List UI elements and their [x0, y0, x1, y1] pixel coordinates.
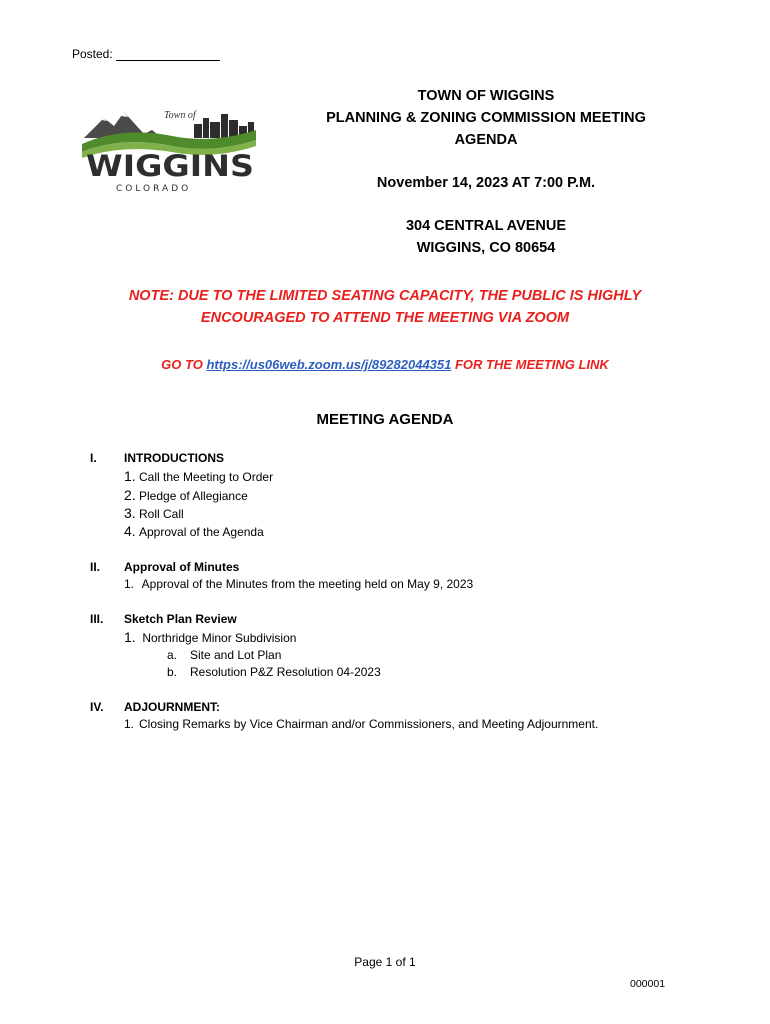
- zoom-link[interactable]: https://us06web.zoom.us/j/89282044351: [206, 357, 452, 372]
- sub-item-letter: b.: [167, 665, 178, 679]
- item-number: 1.: [124, 468, 136, 484]
- item-number: 1.: [124, 717, 135, 731]
- address-line-1: 304 CENTRAL AVENUE: [405, 218, 567, 234]
- section-numeral: II.: [90, 560, 101, 574]
- posted-label: Posted:: [72, 47, 113, 61]
- item-text: Closing Remarks by Vice Chairman and/or Commissioners, and Meeting Adjournment.: [139, 717, 599, 731]
- agenda-heading: MEETING AGENDA: [316, 411, 454, 428]
- logo-state: COLORADO: [116, 184, 192, 194]
- section-title: Sketch Plan Review: [124, 612, 237, 626]
- seating-note: [100, 285, 670, 329]
- section-numeral: IV.: [90, 700, 104, 714]
- title-line-1: TOWN OF WIGGINS: [417, 88, 555, 104]
- posted-blank: [116, 48, 220, 61]
- note-line-1: NOTE: DUE TO THE LIMITED SEATING CAPACITY, THE PUBLIC IS HIGHLY: [128, 288, 642, 304]
- item-text: Call the Meeting to Order: [139, 470, 274, 484]
- zoom-instructions: [100, 357, 670, 372]
- title-line-3: AGENDA: [454, 132, 518, 148]
- item-number: 3.: [124, 505, 136, 521]
- title-line-2: PLANNING & ZONING COMMISSION MEETING: [326, 110, 646, 126]
- item-text: Pledge of Allegiance: [139, 489, 248, 503]
- goto-prefix: GO TO: [161, 357, 207, 372]
- note-line-2: ENCOURAGED TO ATTEND THE MEETING VIA ZOOM: [200, 310, 570, 326]
- sub-item: [167, 665, 381, 679]
- item-text: Roll Call: [139, 507, 184, 521]
- item-number: 1.: [124, 629, 136, 645]
- logo-graphic: [82, 100, 262, 195]
- list-item: [124, 487, 248, 503]
- item-text: Northridge Minor Subdivision: [142, 631, 297, 645]
- address-line-2: WIGGINS, CO 80654: [416, 240, 556, 256]
- logo-name: WIGGINS: [86, 149, 255, 183]
- sub-item-text: Resolution P&Z Resolution 04-2023: [190, 665, 381, 679]
- list-item: [124, 505, 184, 521]
- section-title: Approval of Minutes: [124, 560, 240, 574]
- item-number: 1.: [124, 577, 135, 591]
- posted-line: [72, 47, 220, 61]
- meeting-title: [300, 85, 672, 151]
- section-numeral: I.: [90, 451, 97, 465]
- item-number: 4.: [124, 523, 136, 539]
- meeting-address: [300, 215, 672, 259]
- list-item: [124, 717, 598, 731]
- goto-suffix: FOR THE MEETING LINK: [451, 357, 609, 372]
- sub-item: [167, 648, 281, 662]
- section-numeral: III.: [90, 612, 104, 626]
- page-number: Page 1 of 1: [354, 955, 416, 969]
- list-item: [124, 468, 273, 484]
- sub-item-letter: a.: [167, 648, 178, 662]
- logo-town-of: Town of: [164, 110, 196, 121]
- item-text: Approval of the Agenda: [139, 525, 264, 539]
- section-title: INTRODUCTIONS: [124, 451, 224, 465]
- item-text: Approval of the Minutes from the meeting held on May 9, 2023: [141, 577, 474, 591]
- list-item: [124, 629, 296, 645]
- document-number: 000001: [630, 978, 666, 990]
- item-number: 2.: [124, 487, 136, 503]
- section-title: ADJOURNMENT:: [124, 700, 220, 714]
- sub-item-text: Site and Lot Plan: [190, 648, 282, 662]
- list-item: [124, 523, 264, 539]
- list-item: [124, 577, 473, 591]
- meeting-date: November 14, 2023 AT 7:00 P.M.: [376, 175, 596, 191]
- town-logo: [82, 100, 262, 195]
